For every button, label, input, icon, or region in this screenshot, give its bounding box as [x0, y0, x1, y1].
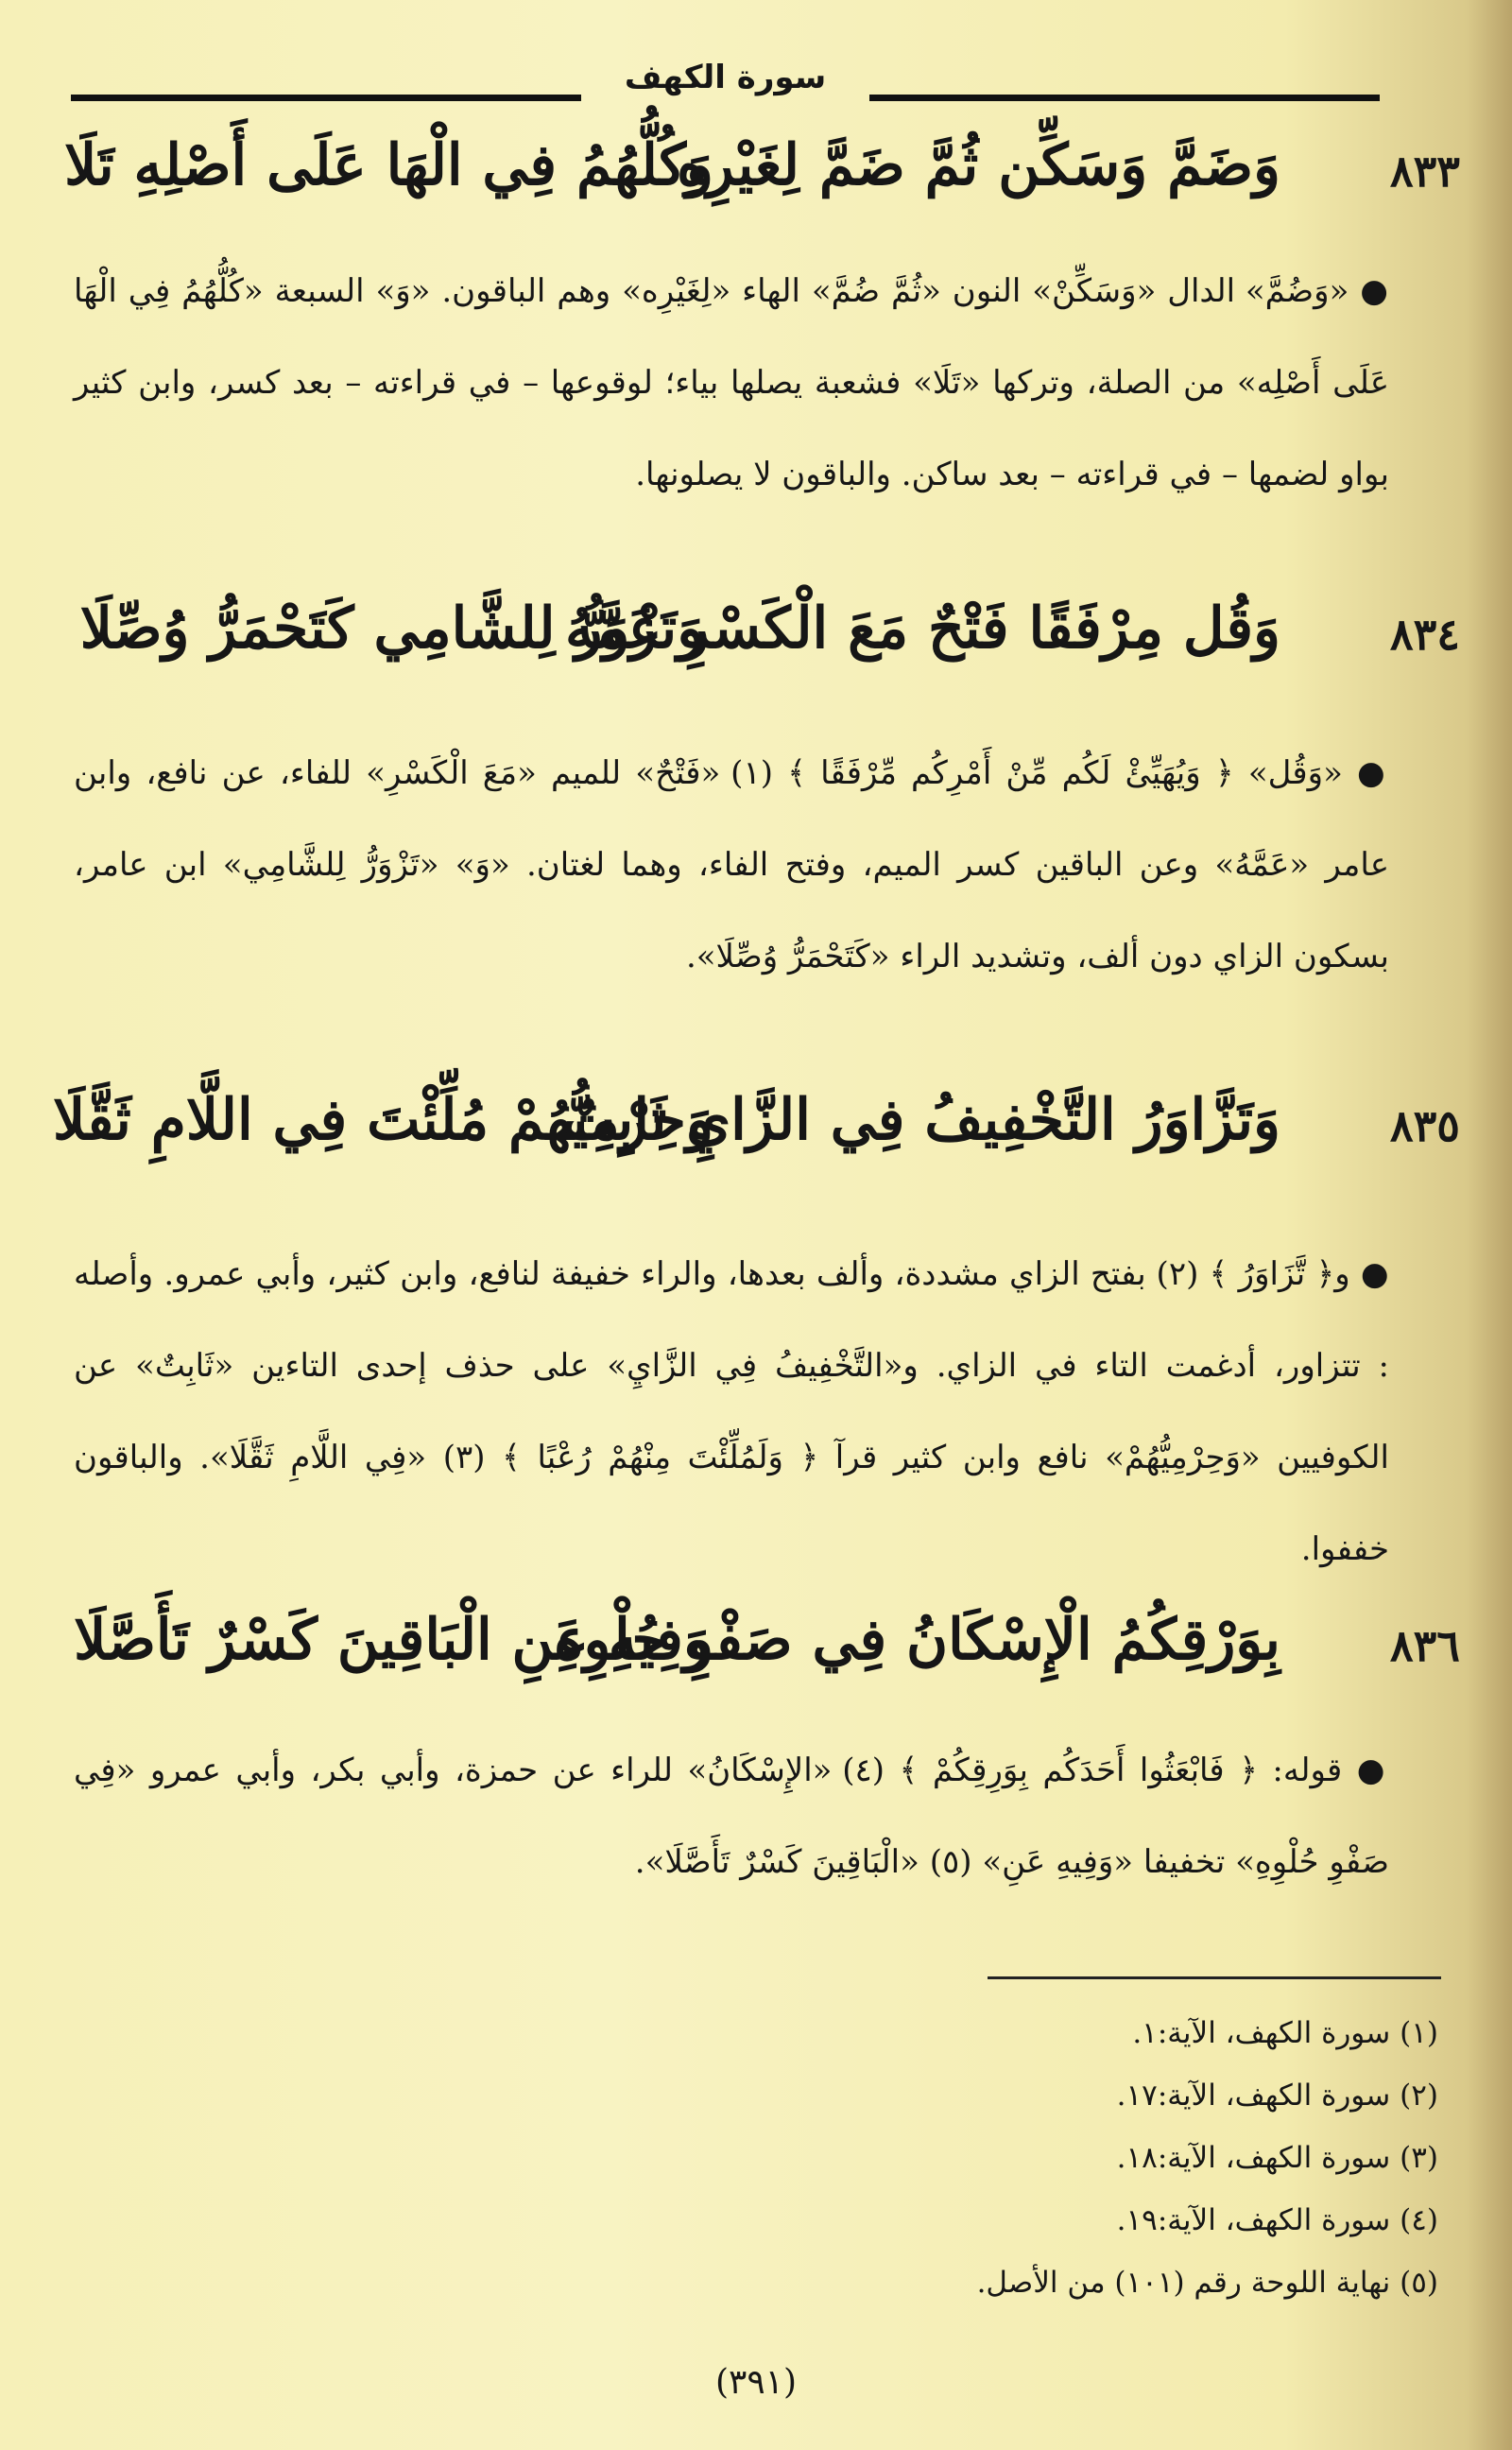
verse-commentary	[74, 1229, 1389, 1596]
verse-number: ٨٣٥	[1389, 1100, 1460, 1151]
verse-line	[52, 1087, 1460, 1182]
verse-number: ٨٣٣	[1389, 146, 1460, 197]
verse-first-hemistich: وَضَمَّ وَسَكِّن ثُمَّ ضَمَّ لِغَيْرِهِ	[677, 132, 1280, 198]
bullet-marker: ●	[1349, 272, 1389, 310]
verse-second-hemistich: وَحِرْمِيُّهُمْ مُلِّئْتَ فِي اللَّامِ ثَقَّلَا	[52, 1087, 713, 1153]
header-rule-right	[869, 95, 1380, 101]
footnote-item: (٤) سورة الكهف، الآية:١٩.	[1116, 2203, 1438, 2237]
verse-first-hemistich: وَتَزَّاوَرُ التَّخْفِيفُ فِي الزَّايِ ثَابِتٌ	[561, 1087, 1280, 1153]
verse-number: ٨٣٤	[1389, 609, 1460, 660]
bullet-marker: ●	[1342, 754, 1389, 792]
verse-commentary	[74, 246, 1389, 521]
commentary-text: «وَقُل» ﴿ وَيُهَيِّئْ لَكُم مِّنْ أَمْرِكُم مِّرْفَقًا ﴾ (١) «فَتْحٌ» للميم «مَعَ الْكَسْرِ» للفاء، عن نافع، وابن عامر «عَمَّهُ» وعن الباقين كسر الميم، وفتح الفاء، وهما لغتان. «وَ» «تَزْوَرُّ لِلشَّامِي» ابن عامر، بسكون الزاي دون ألف، وتشديد الراء «كَتَحْمَرُّ وُصِّلَا».	[74, 754, 1389, 975]
verse-first-hemistich: بِوَرْقِكُمُ الْإِسْكَانُ فِي صَفْوِ حُلْوِهِ	[554, 1607, 1280, 1673]
footnote-item: (٢) سورة الكهف، الآية:١٧.	[1116, 2079, 1438, 2113]
verse-second-hemistich: وَتَزْوَرُّ لِلشَّامِي كَتَحْمَرُّ وُصِّلَا	[79, 595, 705, 662]
footnote-item: (٣) سورة الكهف، الآية:١٨.	[1116, 2141, 1438, 2175]
verse-commentary	[74, 1725, 1389, 1908]
verse-line	[64, 132, 1460, 227]
verse-line	[71, 595, 1460, 690]
commentary-text: «وَضُمَّ» الدال «وَسَكِّنْ» النون «ثُمَّ ضُمَّ» الهاء «لِغَيْرِه» وهم الباقون. «وَ» السبعة «كُلُّهُمُ فِي الْهَا عَلَى أَصْلِه» من الصلة، وتركها «تَلَا» فشعبة يصلها بياء؛ لوقوعها – في قراءته – بعد كسر، وابن كثير بواو لضمها – في قراءته – بعد ساكن. والباقون لا يصلونها.	[74, 272, 1389, 493]
page-header	[71, 59, 1380, 112]
surah-title: سورة الكهف	[624, 59, 827, 96]
verse-second-hemistich: وَفِيهِ عَنِ الْبَاقِينَ كَسْرٌ تَأَصَّلَا	[74, 1607, 711, 1673]
footnote-separator	[988, 1976, 1441, 1979]
commentary-text: قوله: ﴿ فَابْعَثُوا أَحَدَكُم بِوَرِقِكُمْ ﴾ (٤) «الإِسْكَانُ» للراء عن حمزة، وأبي بكر، وأبي عمرو «فِي صَفْوِ حُلْوِهِ» تخفيفا «وَفِيهِ عَنِ» (٥) «الْبَاقِينَ كَسْرٌ تَأَصَّلَا».	[74, 1751, 1389, 1881]
commentary-text: و﴿ تَّزَاوَرُ ﴾ (٢) بفتح الزاي مشددة، وألف بعدها، والراء خفيفة لنافع، وابن كثير، وأبي عمرو. وأصله : تتزاور، أدغمت التاء في الزاي. و«التَّخْفِيفُ فِي الزَّايِ» على حذف إحدى التاءين «ثَابِتٌ» عن الكوفيين «وَحِرْمِيُّهُمْ» نافع وابن كثير قرآ ﴿ وَلَمُلِّئْتَ مِنْهُمْ رُعْبًا ﴾ (٣) «فِي اللَّامِ ثَقَّلَا». والباقون خففوا.	[74, 1255, 1389, 1568]
verse-first-hemistich: وَقُل مِرْفَقًا فَتْحٌ مَعَ الْكَسْرِ عَمَّهُ	[564, 595, 1280, 662]
bullet-marker: ●	[1349, 1255, 1389, 1293]
verse-second-hemistich: وَكُلُّهُمُ فِي الْهَا عَلَى أَصْلِهِ تَلَا	[64, 132, 713, 198]
verse-commentary	[74, 728, 1389, 1003]
footnotes	[493, 2002, 1438, 2314]
verse-number: ٨٣٦	[1389, 1620, 1460, 1671]
bullet-marker: ●	[1342, 1751, 1390, 1789]
page-number: (٣٩١)	[714, 2363, 798, 2402]
footnote-item: (١) سورة الكهف، الآية:١.	[1132, 2016, 1438, 2050]
footnote-item: (٥) نهاية اللوحة رقم (١٠١) من الأصل.	[976, 2266, 1438, 2300]
verse-line	[71, 1607, 1460, 1701]
